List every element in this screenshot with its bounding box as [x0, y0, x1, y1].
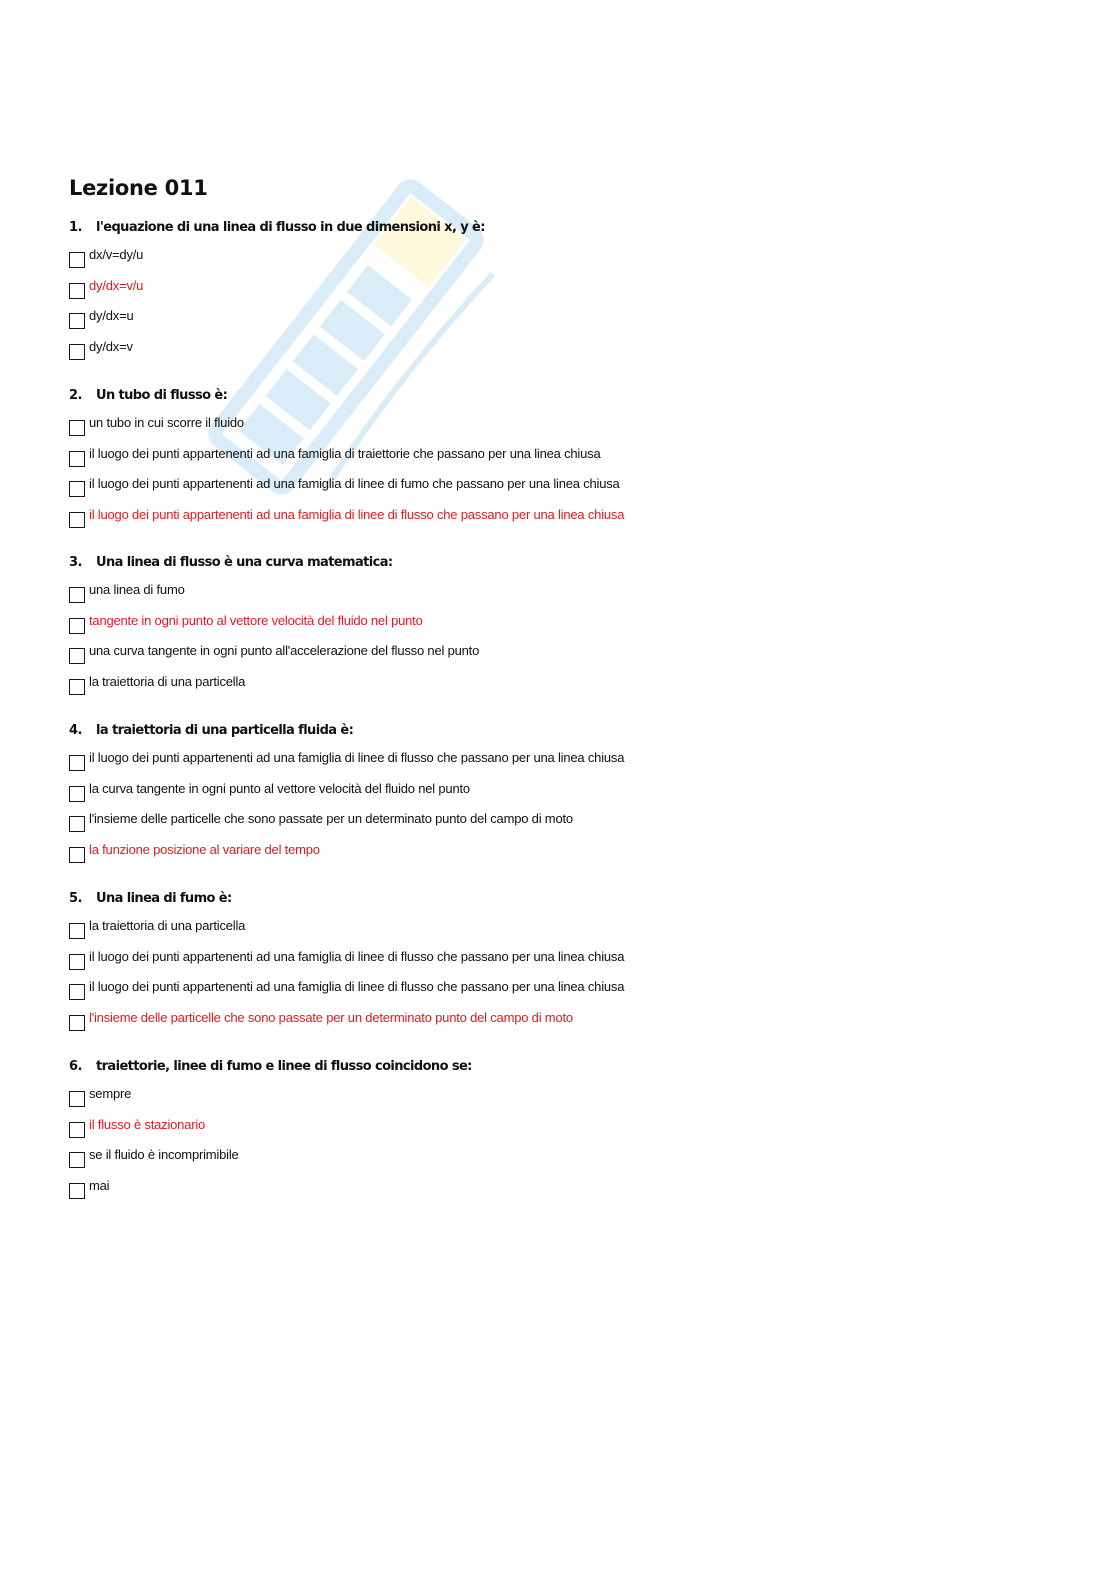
- answer-option-text: una linea di fumo: [89, 582, 185, 597]
- checkbox[interactable]: [69, 1091, 85, 1107]
- answer-option[interactable]: [69, 339, 709, 370]
- checkbox[interactable]: [69, 679, 85, 695]
- checkbox[interactable]: [69, 847, 85, 863]
- answer-options: [69, 1086, 709, 1209]
- checkbox[interactable]: [69, 344, 85, 360]
- answer-options: [69, 918, 709, 1041]
- answer-option-text: il luogo dei punti appartenenti ad una famiglia di linee di flusso che passano per una linea chiusa: [89, 979, 625, 995]
- answer-option[interactable]: [69, 446, 709, 477]
- question-6: [69, 1058, 709, 1209]
- answer-options: [69, 750, 709, 873]
- answer-option[interactable]: [69, 1010, 709, 1041]
- answer-option-text: dy/dx=v: [89, 339, 133, 355]
- answer-options: [69, 582, 709, 705]
- answer-option[interactable]: [69, 278, 709, 309]
- checkbox[interactable]: [69, 786, 85, 802]
- answer-option[interactable]: [69, 247, 709, 278]
- question-heading: [69, 1058, 709, 1076]
- question-heading: [69, 554, 709, 572]
- answer-option[interactable]: [69, 613, 709, 644]
- answer-option-text: l'insieme delle particelle che sono passate per un determinato punto del campo di moto: [89, 1010, 573, 1026]
- answer-option-text: un tubo in cui scorre il fluido: [89, 415, 244, 430]
- answer-option[interactable]: [69, 918, 709, 949]
- question-number: 3.: [69, 555, 82, 570]
- answer-option-text: dx/v=dy/u: [89, 247, 144, 262]
- question-text: Un tubo di flusso è:: [96, 388, 228, 403]
- answer-option[interactable]: [69, 507, 709, 538]
- question-number: 2.: [69, 388, 82, 403]
- checkbox[interactable]: [69, 283, 85, 299]
- checkbox[interactable]: [69, 1122, 85, 1138]
- answer-options: [69, 247, 709, 370]
- question-text: Una linea di fumo è:: [96, 891, 232, 906]
- question-5: [69, 890, 709, 1041]
- answer-option[interactable]: [69, 949, 709, 980]
- page-title: Lezione 011: [69, 176, 208, 200]
- answer-option-text: il luogo dei punti appartenenti ad una famiglia di linee di flusso che passano per una linea chiusa: [89, 948, 625, 964]
- checkbox[interactable]: [69, 587, 85, 603]
- question-text: la traiettoria di una particella fluida è:: [96, 723, 354, 738]
- question-text: l'equazione di una linea di flusso in due dimensioni x, y è:: [96, 220, 485, 235]
- answer-option[interactable]: [69, 1178, 709, 1209]
- checkbox[interactable]: [69, 252, 85, 268]
- checkbox[interactable]: [69, 420, 85, 436]
- answer-option[interactable]: [69, 674, 709, 705]
- question-3: [69, 554, 709, 705]
- question-text: Una linea di flusso è una curva matematica:: [96, 555, 393, 570]
- question-text: traiettorie, linee di fumo e linee di flusso coincidono se:: [96, 1059, 472, 1074]
- checkbox[interactable]: [69, 755, 85, 771]
- answer-option-text: dy/dx=v/u: [89, 277, 144, 293]
- question-heading: [69, 890, 709, 908]
- question-number: 5.: [69, 891, 82, 906]
- answer-option-text: il luogo dei punti appartenenti ad una famiglia di linee di fumo che passano per una linea chiusa: [89, 476, 620, 492]
- answer-option-text: sempre: [89, 1086, 132, 1101]
- checkbox[interactable]: [69, 984, 85, 1000]
- answer-option-text: la traiettoria di una particella: [89, 674, 246, 690]
- checkbox[interactable]: [69, 923, 85, 939]
- answer-option-text: il luogo dei punti appartenenti ad una famiglia di linee di flusso che passano per una linea chiusa: [89, 507, 625, 523]
- answer-option-text: la traiettoria di una particella: [89, 918, 246, 933]
- checkbox[interactable]: [69, 618, 85, 634]
- answer-option-text: una curva tangente in ogni punto all'accelerazione del flusso nel punto: [89, 643, 480, 659]
- answer-option-text: dy/dx=u: [89, 308, 134, 324]
- answer-option[interactable]: [69, 811, 709, 842]
- answer-option-text: l'insieme delle particelle che sono passate per un determinato punto del campo di moto: [89, 811, 573, 827]
- answer-option[interactable]: [69, 781, 709, 812]
- checkbox[interactable]: [69, 954, 85, 970]
- answer-option[interactable]: [69, 842, 709, 873]
- answer-option[interactable]: [69, 476, 709, 507]
- checkbox[interactable]: [69, 481, 85, 497]
- question-2: [69, 387, 709, 538]
- checkbox[interactable]: [69, 816, 85, 832]
- answer-option[interactable]: [69, 1147, 709, 1178]
- answer-option[interactable]: [69, 750, 709, 781]
- question-number: 4.: [69, 723, 82, 738]
- question-heading: [69, 387, 709, 405]
- answer-option[interactable]: [69, 582, 709, 613]
- question-heading: [69, 722, 709, 740]
- answer-option[interactable]: [69, 1117, 709, 1148]
- question-heading: [69, 219, 709, 237]
- checkbox[interactable]: [69, 451, 85, 467]
- answer-option[interactable]: [69, 308, 709, 339]
- answer-option[interactable]: [69, 643, 709, 674]
- checkbox[interactable]: [69, 1015, 85, 1031]
- answer-option-text: il luogo dei punti appartenenti ad una famiglia di traiettorie che passano per una linea chiusa: [89, 445, 601, 461]
- checkbox[interactable]: [69, 313, 85, 329]
- question-number: 6.: [69, 1059, 82, 1074]
- answer-option[interactable]: [69, 979, 709, 1010]
- question-number: 1.: [69, 220, 82, 235]
- answer-option-text: il luogo dei punti appartenenti ad una famiglia di linee di flusso che passano per una linea chiusa: [89, 750, 625, 765]
- checkbox[interactable]: [69, 648, 85, 664]
- answer-option-text: la funzione posizione al variare del tempo: [89, 842, 320, 858]
- answer-option-text: se il fluido è incomprimibile: [89, 1147, 239, 1163]
- answer-options: [69, 415, 709, 538]
- checkbox[interactable]: [69, 512, 85, 528]
- answer-option[interactable]: [69, 1086, 709, 1117]
- checkbox[interactable]: [69, 1183, 85, 1199]
- checkbox[interactable]: [69, 1152, 85, 1168]
- answer-option-text: tangente in ogni punto al vettore velocità del fluido nel punto: [89, 612, 423, 628]
- answer-option-text: il flusso è stazionario: [89, 1116, 206, 1132]
- answer-option-text: la curva tangente in ogni punto al vettore velocità del fluido nel punto: [89, 780, 470, 796]
- answer-option-text: mai: [89, 1178, 110, 1194]
- answer-option[interactable]: [69, 415, 709, 446]
- question-4: [69, 722, 709, 873]
- question-1: [69, 219, 709, 370]
